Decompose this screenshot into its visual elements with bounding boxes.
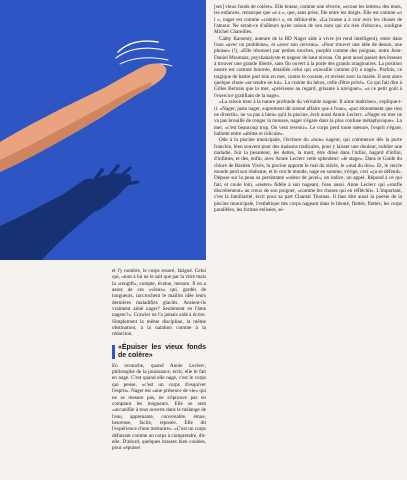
paragraph: En revanche, quand Annie Leclerc, philosophe de la jouissance, écrit, elle le fait en nage. C'est quand elle nage, c'est le corps qui pense, «c'est un corps d'esquiver l'esprit». Nager est «une présence de vie» qui ne se mesure pas, ne s'éprouve pas en comptant les longueurs. Elle se sent «accueillie à tous ouverts dans le mélange de l'eau, apprenante, convenable, émue, heureuse, facile, reposée. Elle dit l'expérience d'une mémoire». «C'est un corps défaisant comme un corps à comprendre, dit-elle. D'abord, quelques brasses bien coulées, pour «épuiser [112, 362, 206, 452]
illustration-art [0, 0, 206, 260]
paragraph: «La raison tient à la nature profonde du véritable nageur. Il aime maîtriser», explique-t-il. «Nager, juste nager, suprement dit sienné affaire que à l'eau», «pur étonnement que rien ne divertit», ne va pas à bien» qu'à la piscine, écrit aussi Annie Leclerc. «Nager en mer ne va pas brouillé de ronger la mousse, nager s'égare dans la plus confuse métaphysique». La mer, «c'est beaucoup trop. On veut revenir». Le corps perd toute mesure, l'esprit s'égare, ballotté entre «abîme et ridicule». [214, 99, 402, 137]
paragraph: et l'y nombre, le corps essoré, fatigué. Celui qui, «tout à lui ne le sait que par la vitre mais la «rengift», compte, évalue, mesure. Il en a assez de ces «vieux» qui, gardés de longueurs, raccrochent le maillot idée leurs dernières maladifiés glaciés. Avaient-ils vraiment aimé nager? Seulement en l'âme nageur?». Crawler ne l'a jamais aidé à écrire. Simplement la même discipline, la même obstination, à la natation comme à la rédaction. [112, 268, 206, 338]
section-subhead [112, 344, 206, 360]
paragraph: Ode à la piscine municipale, l'écriture du «bon» nageur, qui commence dès la porte franchie, bien souvent pour des maisons tradicales, pour y laisser une douleur, oublier une maladie, fuir la pesanteur, les dettes, la mort, être dilué dans l'infini, hagard d'infini, d'infimes, et des, enfin, avec Annie Leclerc cette splendeur: «le stage». Dans le Guide du chlore de Bastien Vivès, la piscine apporte le mal du siècle, le «mal du dos». Et, le cercle monde perd son réalisme, et le cercle monde, nage en somme, s'érige, ceci «ça se défend». Dépose sur la peau sa persistante «odeur de javel», un indice, un appel. Répond à ce qui fait, et coule loin, «rester» fidèle à son nageant, l'eau aussi. Anne Leclerc qui «ronfle discrètement» au creux de son poignet, «comme les choses qui en réfléchit». L'important, c'est la familiarité, écrit pour sa part Chantal Thomas. Il faut dire aussi la poésie de la piscine municipale, l'esthétique des corps nageant dans le bleuté, flottés, flottés; les corps parallèles, les formes enlisées, sé- [214, 137, 402, 213]
subhead-text: «Épuiser les vieux fonds de colère» [118, 343, 206, 359]
paragraph: [ses] vieux fonds de colère». Elle brasse, comme une rêverie, «ecoue les lettres» des mots, les enfances, remarque que «e a », que, sans prise, file entre les doigts. Elle est comme «o i », nager est comme «comm-i », en débiut-elle. «La brasse a à voir avec les choses de l'amour. Ne serait-ce d'ailleurs qu'en raison de son nom qui n'a rien d'obscur», souligne Michel Chareilles. [214, 4, 402, 36]
article-column-right [214, 4, 402, 476]
subhead-accent-bar [112, 345, 115, 359]
article-column-left [112, 268, 206, 476]
paragraph: Cathy Karsenty, auteure de la BD Nager aide à vivre (et rend intelligent), entre dans l'eau «avec un problème», et «avec son cerveau». «Pour trouver une idée de dessin, une phrase» (!), «Elle résonne) par petites touches, porphit comme des poignas, notre Jean-Daniel Mounnaz, psychanalyste et nageur de haut niveau. On peut aussi passer des brasses à trouver une grande liberté, sans fin ouvert à la porte des grands imaginaires. La position neutre est comme bourrée, détaillée celui qui «travaille comme (il) a nagé». Parfois, ce tragique de battre part loin en mer, contre le courant, et revient avec la marée. Il sent alors quelque chose «se tendre en lui». La crainte du héros, celle d'être privé». Ce qui fait dire à Gilles Bernais que la mer, «précieuse au regard, grisante à naviguer», «a ce petit goût à l'exercice gratifiant de la nage». [214, 35, 402, 99]
swimmer-arm-illustration [0, 0, 206, 260]
